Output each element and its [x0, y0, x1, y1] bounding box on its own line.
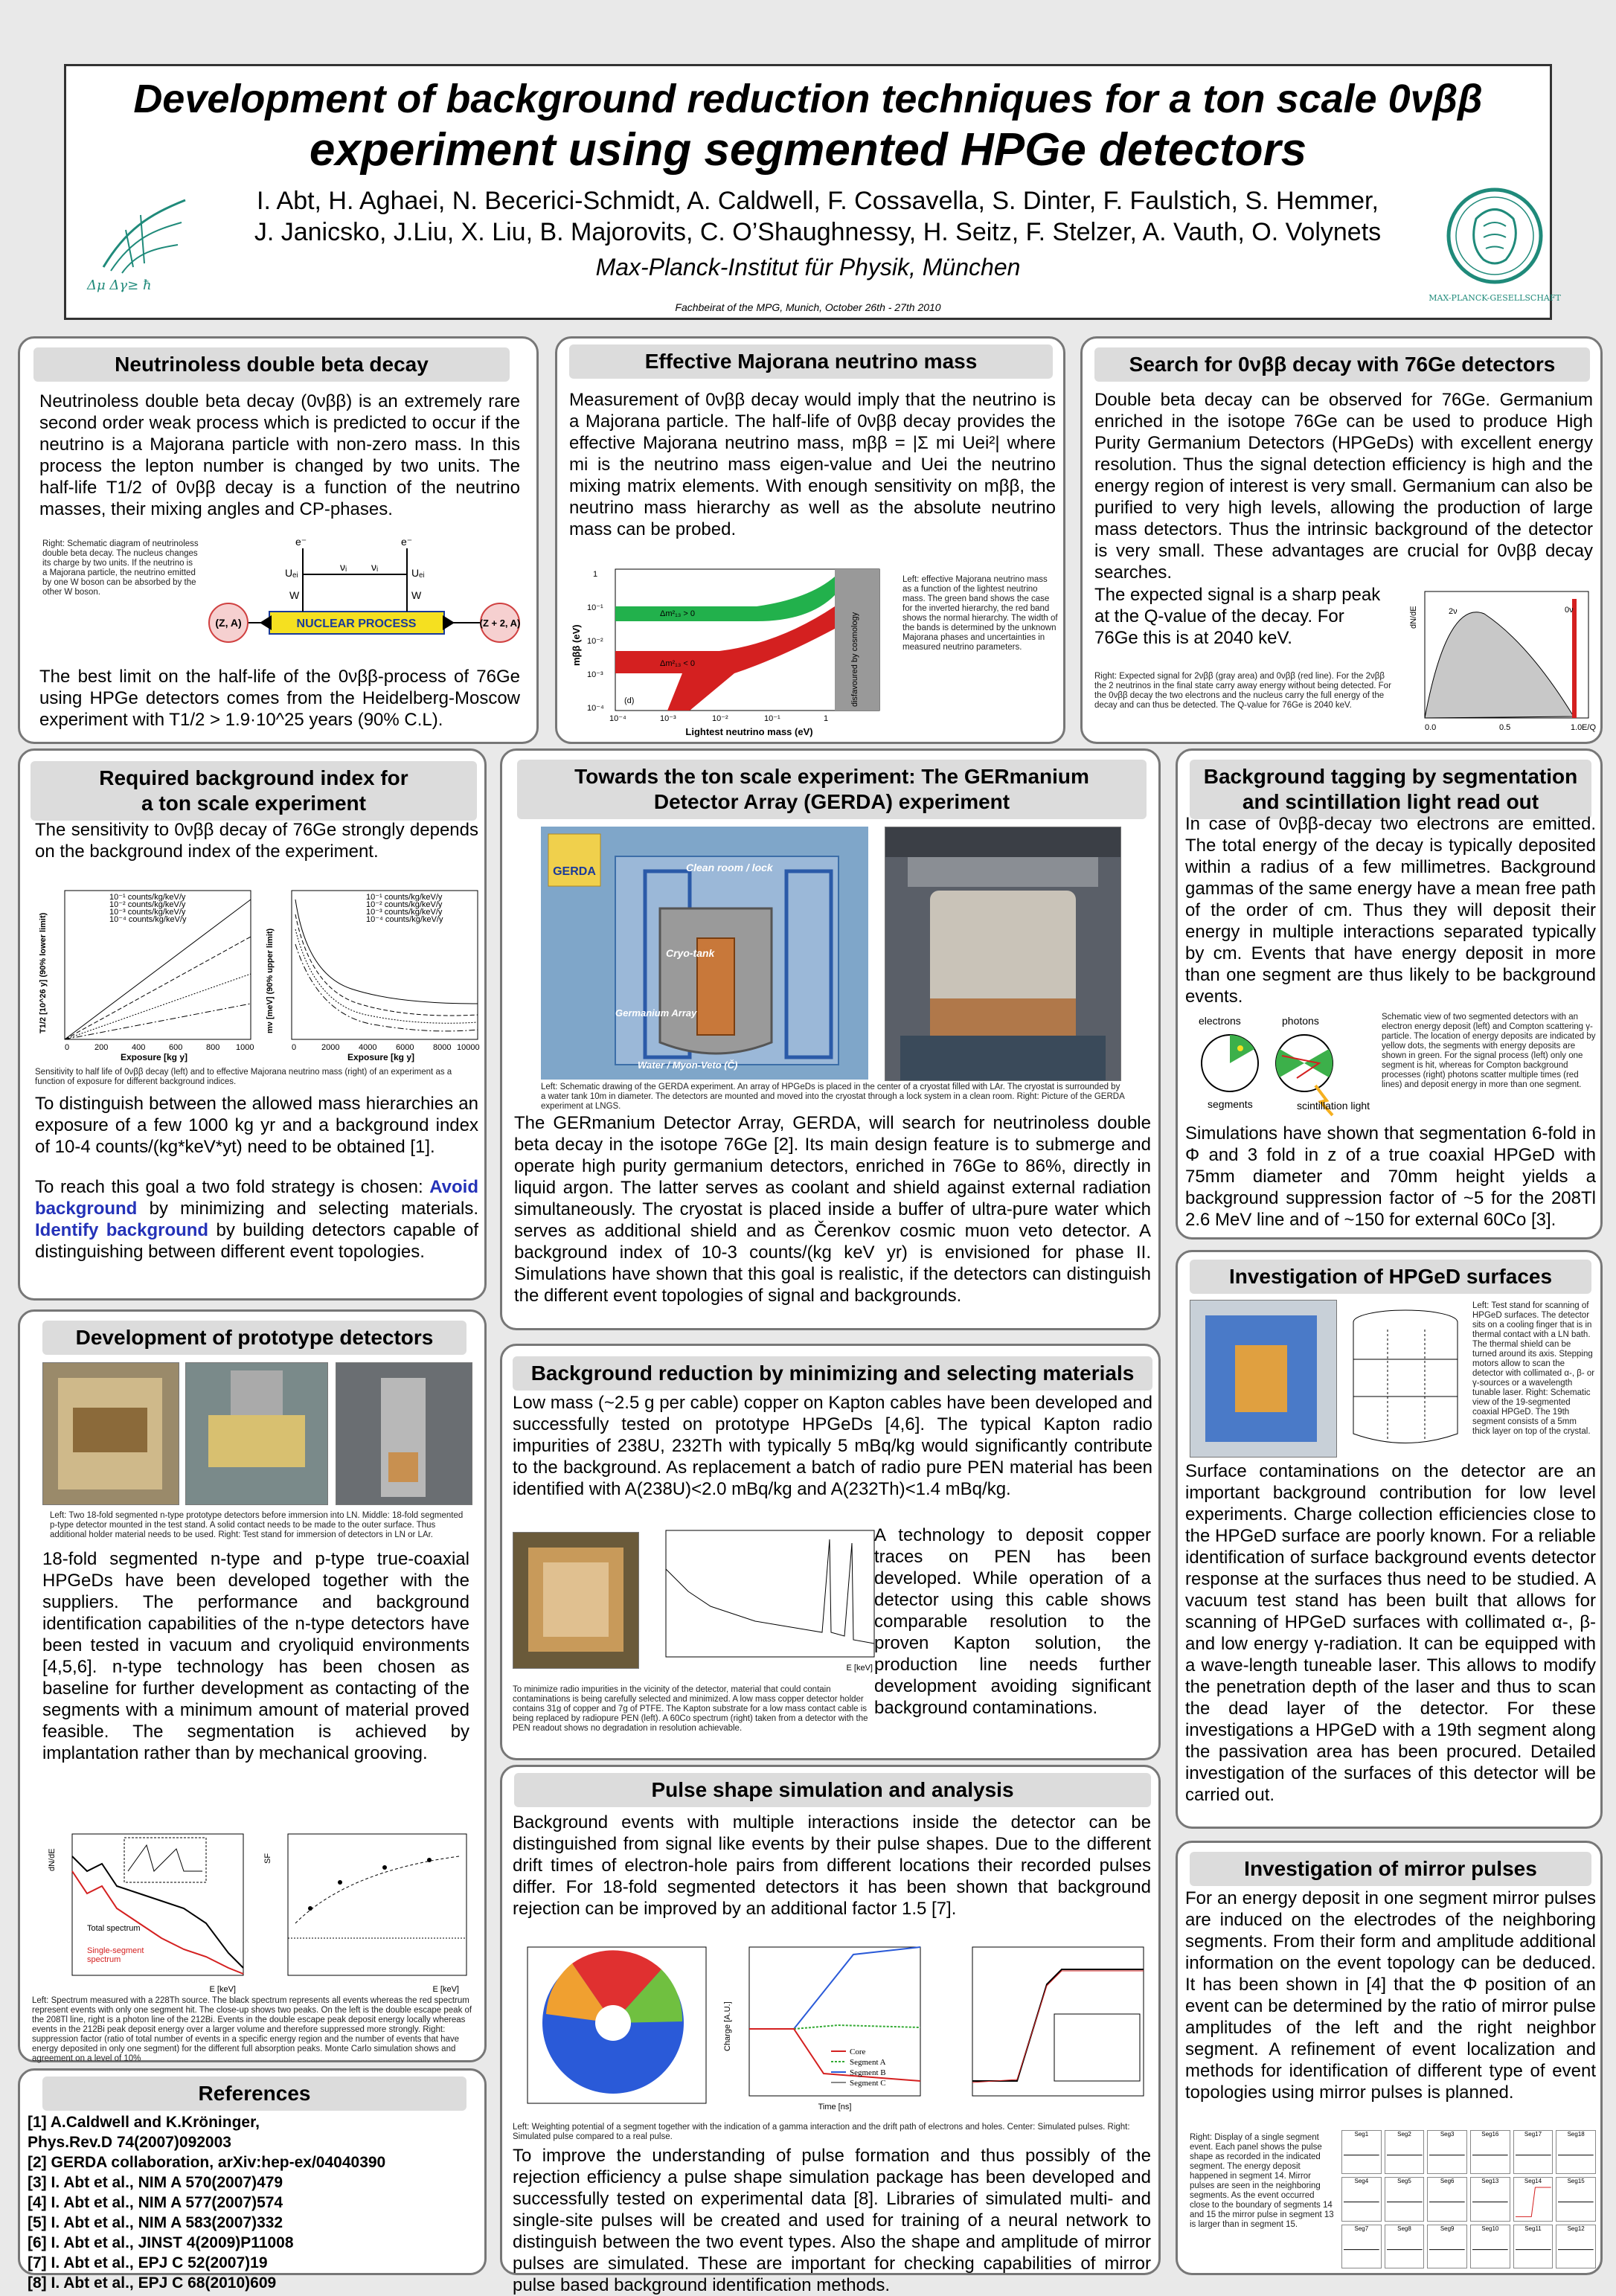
reference-item: Phys.Rev.D 74(2007)092003 — [28, 2134, 231, 2151]
svg-text:1000: 1000 — [236, 1043, 254, 1052]
panel-neutrinoless-double-beta — [18, 336, 539, 744]
panel-title: References — [42, 2077, 466, 2111]
svg-text:800: 800 — [206, 1043, 220, 1052]
segment-label: Seg2 — [1397, 2131, 1411, 2138]
svg-text:Uₑᵢ: Uₑᵢ — [411, 567, 425, 579]
panel-background-index — [18, 748, 487, 1301]
panel-title: Development of prototype detectors — [42, 1321, 466, 1355]
segment-trace — [1556, 2184, 1595, 2219]
expected-signal-plot — [1402, 584, 1596, 740]
strategy-post: by building detectors capable of distinguishing between different event topologies. — [35, 1220, 478, 1262]
segment-label: Seg3 — [1440, 2131, 1455, 2138]
svg-text:10⁻³: 10⁻³ — [660, 714, 676, 723]
label-single-2: spectrum — [87, 1955, 121, 1964]
segment-panel — [1556, 2130, 1596, 2174]
identify-background-highlight: Identify background — [35, 1220, 209, 1240]
band-label-bottom: Δm²₁₃ < 0 — [660, 659, 696, 668]
reference-item: [7] I. Abt et al., EPJ C 52(2007)19 — [28, 2254, 268, 2271]
xlabel: E [keV] — [846, 1664, 873, 1673]
suppression-factor-plot — [258, 1827, 474, 1998]
segment-panel — [1556, 2177, 1596, 2221]
poster-header — [64, 64, 1561, 320]
svg-text:4000: 4000 — [359, 1043, 377, 1052]
segment-trace — [1471, 2184, 1510, 2219]
panel-text: Neutrinoless double beta decay (0νββ) is an extremely rare second order weak process which is predicted to occur if the neutrino is a Majorana particle with non-zero mass. In this process the lepton number is changed by two units. The half-life T1/2 of 0νββ decay is a function of the neutrino masses, their mixing angles and CP-phases. — [39, 391, 520, 519]
segment-label: Seg11 — [1524, 2225, 1542, 2232]
panel-text-2: A technology to deposit copper traces on PEN has been developed. While operation of a detector using this cable shows comparable resolution to the proven Kapton solution, the production line needs further development avoiding significant background contaminations. — [874, 1525, 1151, 1718]
svg-text:10⁻²: 10⁻² — [587, 637, 603, 646]
segment-panel — [1385, 2130, 1425, 2174]
title-line-1: Towards the ton scale experiment: The GERmanium — [574, 765, 1089, 788]
panel-pulse-shape — [500, 1765, 1161, 2295]
label-cryo-tank: Cryo-tank — [666, 947, 715, 959]
gerda-schematic — [541, 827, 868, 1080]
segment-label: Seg4 — [1354, 2178, 1369, 2185]
figure-caption-1: Left: Two 18-fold segmented n-type prototype detectors before immersion into LN. Middle: 18-fold segmented p-type detector mounted in the test stand. A solid contact needs to be made to the outer surface. Thus additional holder material needs to be used. Right: Test stand for immersion of detectors in LN or LAr. — [50, 1511, 464, 1539]
legend-4: 10⁻⁴ counts/kg/keV/y — [366, 915, 443, 924]
strategy-pre: To reach this goal a two fold strategy is chosen: — [35, 1177, 430, 1197]
reference-item: [5] I. Abt et al., NIM A 583(2007)332 — [28, 2214, 283, 2231]
segment-trace — [1385, 2232, 1424, 2267]
photo-n-type-detectors — [42, 1362, 179, 1505]
title-line-2: and scintillation light read out — [1242, 790, 1539, 813]
legend-2: 10⁻² counts/kg/keV/y — [109, 900, 186, 909]
label-clean-room: Clean room / lock — [686, 862, 773, 873]
legend-seg-b: Segment B — [850, 2068, 886, 2077]
svg-text:10⁻³: 10⁻³ — [587, 670, 603, 679]
authors-line-1: I. Abt, H. Aghaei, N. Becerici-Schmidt, A. Caldwell, F. Cossavella, S. Dinter, F. Faulstich, S. Hemmer, — [257, 187, 1379, 215]
majorana-mass-plot — [571, 562, 891, 740]
authors-line-2: J. Janicsko, J.Liu, X. Liu, B. Majorovits, C. O’Shaughnessy, H. Seitz, F. Stelzer, A. Vauth, O. Volynets — [254, 218, 1382, 246]
disfavoured-label: disfavoured by cosmology — [850, 612, 859, 707]
legend-core: Core — [850, 2048, 866, 2056]
weighting-potential-plot — [513, 1940, 714, 2118]
segment-panel — [1385, 2177, 1425, 2221]
svg-text:1: 1 — [593, 570, 598, 579]
svg-text:0: 0 — [292, 1043, 297, 1052]
panel-title: Investigation of HPGeD surfaces — [1190, 1260, 1591, 1294]
svg-text:W: W — [289, 589, 300, 601]
svg-text:νᵢ: νᵢ — [340, 561, 347, 573]
figure-caption: Right: Display of a single segment event. Each panel shows the pulse shape as recorded in the indicated segment. The energy deposit happened in segment 14. Mirror pulses are seen in the neighboring segments. As the event occurred close to the boundary of segments 14 and 15 the mirror pulse in segment 13 is larger than in segment 15. — [1190, 2133, 1334, 2229]
segment-trace — [1556, 2232, 1595, 2267]
institute: Max-Planck-Institut für Physik, München — [595, 254, 1021, 280]
figure-caption: To minimize radio impurities in the vicinity of the detector, material that could contain contaminations is being carefully selected and minimized. A low mass copper detector holder contains 31g of copper and 7g of PTFE. The Kapton substrate for a low mass contact cable is being replaced by radiopure PEN (left). A 60Co spectrum (right) taken from a detector with the PEN readout shows no degradation in resolution achievable. — [513, 1685, 868, 1733]
segment-label: Seg9 — [1440, 2225, 1455, 2232]
svg-text:νᵢ: νᵢ — [371, 561, 379, 573]
reference-list — [28, 2112, 481, 2293]
mpg-logo-icon — [1429, 185, 1561, 312]
svg-text:W: W — [411, 589, 422, 601]
svg-text:600: 600 — [169, 1043, 183, 1052]
segment-label: Seg10 — [1481, 2225, 1499, 2232]
svg-text:6000: 6000 — [396, 1043, 414, 1052]
panel-title — [31, 761, 477, 821]
title-line-1: Background tagging by segmentation — [1203, 765, 1578, 788]
panel-gerda — [500, 748, 1161, 1330]
legend-seg-a: Segment A — [850, 2058, 886, 2067]
legend-4: 10⁻⁴ counts/kg/keV/y — [109, 915, 187, 924]
segment-label: Seg17 — [1524, 2131, 1542, 2138]
tick-0: 0.0 — [1425, 723, 1437, 732]
panel-references — [18, 2068, 487, 2292]
reference-item: [8] I. Abt et al., EPJ C 68(2010)609 — [28, 2274, 277, 2292]
panel-title: Pulse shape simulation and analysis — [514, 1773, 1151, 1807]
segment-trace — [1342, 2138, 1381, 2172]
reference-item: [3] I. Abt et al., NIM A 570(2007)479 — [28, 2174, 283, 2191]
title-line-1: Required background index for — [99, 766, 408, 789]
segment-label: Seg7 — [1354, 2225, 1369, 2232]
reference-item: [2] GERDA collaboration, arXiv:hep-ex/04040390 — [28, 2154, 386, 2171]
label-germanium: Germanium Array — [615, 1007, 697, 1019]
figure-caption-2: Left: Spectrum measured with a 228Th source. The black spectrum represents all events whereas the red spectrum represent events with only one segment hit. The close-up shows two peaks. On the left is the double escape peak of the 208Tl line, right is a photon line of the 212Bi. Events in the double escape peak deposit energy locally whereas events in the 212Bi peak deposit energy over a larger volume and therefore suppressed more strongly. Right: suppression factor (ratio of total number of events in a specific energy region and the number of events that have energy deposited in only one segment) for the different full absorption peaks. Monte Carlo simulation shows and agreement on a level of 10% — [32, 1996, 472, 2063]
co60-spectrum — [644, 1524, 880, 1673]
legend-3: 10⁻³ counts/kg/keV/y — [109, 908, 186, 917]
reference-item: [4] I. Abt et al., NIM A 577(2007)574 — [28, 2194, 283, 2211]
segment-panel — [1341, 2177, 1382, 2221]
panel-text: 18-fold segmented n-type and p-type true-coaxial HPGeDs have been developed together with the suppliers. The performance and background identification capabilities of the n-type detectors have been tested in vacuum and cryoliquid environments [4,5,6]. n-type technology has been chosen as baseline for further development as contacting of the segments with a minimum amount of material proved feasible. The segmentation is achieved by implantation rather than by mechanical grooving. — [42, 1549, 469, 1763]
segment-panel — [1470, 2177, 1510, 2221]
half-life-sensitivity-plot — [35, 885, 255, 1063]
segment-panel — [1470, 2130, 1510, 2174]
xlabel-right: E [keV] — [432, 1985, 459, 1994]
segment-panel — [1385, 2225, 1425, 2268]
panel-text-3 — [35, 1176, 478, 1263]
figure-caption: Right: Expected signal for 2νββ (gray area) and 0νββ (red line). For the 2νββ the 2 neutrinos in the final state carry away energy without being detected. For the 0νββ decay the two electrons and the nucleus carry the full energy of the decay and can thus be detected. The Q-value for 76Ge is 2040 keV. — [1094, 672, 1391, 710]
xlabel: Time [ns] — [818, 2103, 852, 2111]
svg-text:10⁻⁴: 10⁻⁴ — [587, 704, 604, 713]
avoid-background-highlight: Avoid background — [35, 1177, 478, 1219]
za-right-label: (Z + 2, A) — [479, 618, 521, 629]
panel-label-d: (d) — [624, 696, 635, 705]
panel-title: Effective Majorana neutrino mass — [569, 344, 1053, 379]
panel-title — [517, 760, 1147, 819]
xlabel: Exposure [kg y] — [347, 1052, 415, 1062]
svg-text:10⁻¹: 10⁻¹ — [764, 714, 780, 723]
panel-text: Low mass (~2.5 g per cable) copper on Kapton cables have been developed and successfully tested on prototype HPGeDs [4,6]. The typical Kapton radio impurities of 238U, 232Th with typically 5 mBq/kg would significantly contribute to the background. As replacement a batch of radio pure PEN material has been identified with A(238U)<2.0 mBq/kg and A(232Th)<1.4 mBq/kg. — [513, 1393, 1152, 1499]
real-vs-simulated-pulse-plot — [943, 1940, 1152, 2118]
photo-surface-test-stand — [1190, 1300, 1337, 1458]
strategy-mid: by minimizing and selecting materials. — [137, 1199, 478, 1219]
segment-panel — [1513, 2177, 1554, 2221]
panel-title: Neutrinoless double beta decay — [33, 347, 510, 382]
segment-label: Seg14 — [1524, 2178, 1542, 2185]
tick-05: 0.5 — [1499, 723, 1511, 732]
ylabel: dN/dE — [1409, 606, 1418, 629]
svg-text:10000: 10000 — [457, 1043, 480, 1052]
segment-trace — [1385, 2138, 1424, 2172]
panel-mirror-pulses — [1176, 1841, 1603, 2275]
figure-caption: Left: Weighting potential of a segment together with the indication of a gamma interaction and the drift path of electrons and holes. Center: Simulated pulses. Right: Simulated pulse compared to a real pulse. — [513, 2123, 1130, 2141]
plot-xlabel: Lightest neutrino mass (eV) — [685, 726, 813, 737]
figure-caption: Left: Schematic drawing of the GERDA experiment. An array of HPGeDs is placed in the center of a cryostat filled with LAr. The cryostat is surrounded by a water tank 10m in diameter. The detectors are mounted and moved into the cryostat through a lock system in a clean room. Right: Picture of the GERDA experiment at LNGS. — [541, 1083, 1125, 1111]
svg-text:0: 0 — [65, 1043, 70, 1052]
segment-label: Seg6 — [1440, 2178, 1455, 2185]
panel-text: Surface contaminations on the detector are an important background contribution for low level experiments. Charge collection efficiencies close to the HPGeD surface are poorly known. For a reliable identification of surface background events detector response at the surfaces thus need to be studied. A vacuum test stand has been built that allows for scanning of HPGeD surfaces with collimated α-, β- and low energy γ-radiation. It can be equipped with a wave-length tuneable laser. This allows to modify the penetration depth of the laser and thus to scan the dead layer of the detector. For these investigations a HPGeD with a 19th segment along the passivation area has been procured. Detailed investigation of the surfaces of this detector will be carried out. — [1185, 1461, 1596, 1805]
segment-trace — [1428, 2184, 1466, 2219]
segment-panel — [1513, 2130, 1554, 2174]
panel-background-tagging — [1176, 748, 1603, 1240]
segment-label: Seg12 — [1567, 2225, 1585, 2232]
label-0nu: 0ν — [1565, 606, 1574, 615]
za-left-label: (Z, A) — [215, 617, 242, 629]
panel-title: Search for 0νββ decay with 76Ge detectors — [1094, 347, 1590, 382]
segment-label: Seg1 — [1354, 2131, 1369, 2138]
panel-title: Background reduction by minimizing and selecting materials — [513, 1356, 1152, 1391]
reference-item: [6] I. Abt et al., JINST 4(2009)P11008 — [28, 2234, 294, 2251]
plot-ylabel: mββ (eV) — [571, 624, 582, 666]
xlabel-left: E [keV] — [209, 1985, 236, 1994]
band-label-top: Δm²₁₃ > 0 — [660, 609, 696, 618]
segment-label: Seg5 — [1397, 2178, 1411, 2185]
ylabel-left: dN/dE — [48, 1848, 57, 1871]
segment-panel — [1513, 2225, 1554, 2268]
ylabel-right: SF — [263, 1853, 272, 1864]
mirror-pulse-grid — [1341, 2130, 1599, 2271]
photo-pen-cable — [513, 1532, 639, 1669]
segmentation-schematic — [1185, 1011, 1379, 1115]
gerda-logo-text: GERDA — [553, 865, 596, 878]
uncertainty-logo-icon — [81, 185, 193, 297]
legend-3: 10⁻³ counts/kg/keV/y — [366, 908, 443, 917]
segment-trace — [1342, 2184, 1381, 2219]
panel-text-2: To improve the understanding of pulse formation and thus possibly of the rejection efficiency a pulse shape simulation package has been developed and successfully tested on experimental data [8]. Libraries of simulated multi- and single-site pulses will be created and used for training of a neural network to distinguish between the two event types. Also the shape and amplitude of mirror pulses are simulated. These are important for checking capabilities of mirror pulse based background identification methods. — [513, 2146, 1151, 2295]
panel-material-selection — [500, 1344, 1161, 1760]
label-electrons: electrons — [1199, 1015, 1241, 1027]
segment-label: Seg18 — [1567, 2131, 1585, 2138]
svg-text:8000: 8000 — [433, 1043, 452, 1052]
figure-caption: Left: effective Majorana neutrino mass as a function of the lightest neutrino mass. The green band shows the case for the inverted hierarchy, the red band shows the normal hierarchy. The width of the bands is determined by the unknown Majorana phases and uncertainties in measured neutrino parameters. — [902, 575, 1058, 652]
ylabel: mν [meV] (90% upper limit) — [266, 928, 275, 1033]
photo-test-stand — [336, 1362, 472, 1505]
figure-caption: Left: Test stand for scanning of HPGeD surfaces. The detector sits on a cooling finger that is in thermal contact with a LN bath. The thermal shield can be turned around its axis. Stepping motors allow to scan the detector with collimated α-, β- or γ-sources or a wavelength tunable laser. Right: Schematic view of the 19-segmented coaxial HPGeD. The 19th segment consists of a 5mm thick layer on top of the crystal. — [1472, 1301, 1595, 1436]
panel-text-2: To distinguish between the allowed mass hierarchies an exposure of a few 1000 kg yr and a background index of 10-4 counts/(kg*keV*yt) need to be obtained [1]. — [35, 1094, 478, 1157]
mpg-text: MAX-PLANCK-GESELLSCHAFT — [1429, 293, 1561, 303]
figure-caption: Schematic view of two segmented detectors with an electron energy deposit (left) and Compton scattering γ-particle. The location of energy deposits are indicated by yellow dots, the segments with energy deposits are shown in green. For the signal process (left) only one segment is hit, whereas for Compton background processes (right) photons scatter multiple times (red lines) and deposit energy in more than one segment. — [1382, 1013, 1596, 1089]
segment-panel — [1427, 2130, 1467, 2174]
panel-text: Double beta decay can be observed for 76Ge. Germanium enriched in the isotope 76Ge can be used to produce High Purity Germanium Detectors (HPGeDs) with excellent energy resolution. Thus the signal detection efficiency is high and the energy region of interest is very small. Germanium can also be purified to very high levels, allowing the production of large mass detectors. Thus the intrinsic background of the detector is very small. These advantages are crucial for 0νββ decay searches. — [1094, 390, 1593, 583]
photo-p-type-detector — [185, 1362, 328, 1505]
panel-prototype-detectors — [18, 1309, 487, 2062]
legend-seg-c: Segment C — [850, 2079, 886, 2088]
segment-label: Seg13 — [1481, 2178, 1499, 2185]
segmented-detector-schematic — [1343, 1300, 1468, 1456]
panel-text: The GERmanium Detector Array, GERDA, will search for neutrinoless double beta decay in the isotope 76Ge [2]. Its main design feature is to submerge and operate high purity germanium detectors, enriched in 76Ge to 86%, directly in liquid argon. The latter serves as coolant and shield against external radiation simultaneously. The cryostat is placed inside a buffer of ultra-pure water which serves as additional shield and as Čerenkov cosmic muon veto detector. A background index of 10-3 counts/(kg keV yr) is envisioned for phase II. Simulations have shown that this goal is realistic, if the detectors can distinguish the different event topologies of signal and backgrounds. — [514, 1113, 1151, 1306]
svg-text:200: 200 — [94, 1043, 109, 1052]
title-line-2: experiment using segmented HPGe detectors — [309, 124, 1307, 176]
fachbeirat-line: Fachbeirat of the MPG, Munich, October 26th - 27th 2010 — [675, 301, 941, 313]
ylabel: T1/2 [10^26 y] (90% lower limit) — [39, 912, 48, 1033]
label-segments: segments — [1208, 1098, 1253, 1110]
panel-title: Investigation of mirror pulses — [1190, 1852, 1591, 1886]
spectrum-plot — [42, 1827, 251, 1998]
segment-label: Seg16 — [1481, 2131, 1499, 2138]
author-list — [200, 185, 1435, 248]
reference-item: [1] A.Caldwell and K.Kröninger, — [28, 2114, 260, 2131]
label-water: Water / Myon-Veto (Č) — [638, 1059, 738, 1071]
label-single-1: Single-segment — [87, 1946, 144, 1955]
legend-1: 10⁻¹ counts/kg/keV/y — [366, 893, 443, 902]
figure-caption: Right: Schematic diagram of neutrinoless double beta decay. The nucleus changes its charge by two units. If the neutrino is a Majorana particle, the neutrino emitted by one W boson can be absorbed by the other W boson. — [42, 539, 199, 597]
panel-text-2: The best limit on the half-life of the 0νββ-process of 76Ge using HPGe detectors comes from the Heidelberg-Moscow experiment with T1/2 > 1.9·10^25 years (90% C.L). — [39, 667, 520, 730]
svg-text:Uₑᵢ: Uₑᵢ — [285, 567, 298, 579]
title-line-2: a ton scale experiment — [141, 792, 366, 815]
legend-1: 10⁻¹ counts/kg/keV/y — [109, 893, 186, 902]
segment-panel — [1470, 2225, 1510, 2268]
panel-text: Background events with multiple interactions inside the detector can be distinguished from signal like events by their pulse shapes. Due to the different drift times of electron-hole pairs from different locations their recorded pulses differ. For 18-fold segmented detectors it has been shown that background rejection can be improved by an additional factor 1.5 [7]. — [513, 1812, 1151, 1919]
panel-ge-detectors — [1080, 336, 1603, 744]
svg-text:2000: 2000 — [321, 1043, 340, 1052]
title-line-1: Development of background reduction techniques for a ton scale 0νββ — [133, 77, 1483, 121]
panel-text: The sensitivity to 0νββ decay of 76Ge strongly depends on the background index of the experiment. — [35, 820, 478, 862]
segment-trace — [1514, 2232, 1553, 2267]
svg-text:1: 1 — [824, 714, 829, 723]
svg-text:400: 400 — [132, 1043, 146, 1052]
label-scintillation: scintillation light — [1297, 1100, 1370, 1112]
segment-trace — [1471, 2232, 1510, 2267]
segment-panel — [1341, 2225, 1382, 2268]
nuclear-process-label: NUCLEAR PROCESS — [296, 618, 417, 630]
svg-text:10⁻²: 10⁻² — [712, 714, 728, 723]
figure-caption: Sensitivity to half life of 0νββ decay (left) and to effective Majorana neutrino mass (right) of an experiment as a function of exposure for different background indices. — [35, 1068, 452, 1086]
segment-label: Seg8 — [1397, 2225, 1411, 2232]
segment-panel — [1427, 2225, 1467, 2268]
svg-text:10⁻⁴: 10⁻⁴ — [609, 714, 626, 723]
segment-trace — [1385, 2184, 1424, 2219]
segment-trace — [1556, 2138, 1595, 2172]
label-2nu: 2ν — [1449, 607, 1458, 616]
panel-text: For an energy deposit in one segment mirror pulses are induced on the electrodes of the neighboring segments. From their form and amplitude additional information on the event topology can be deduced. It has been shown in [4] that the Φ position of an event can be determined by the ratio of mirror pulse amplitudes of the left and the right neighbor segment. A refinement of event localization and methods for identification of different type of event topologies using mirror pulses is planned. — [1185, 1888, 1596, 2103]
feynman-diagram — [206, 533, 519, 660]
segment-trace — [1428, 2232, 1466, 2267]
svg-text:e⁻: e⁻ — [295, 536, 307, 548]
panel-title — [1190, 760, 1591, 819]
tick-1: 1.0 — [1571, 723, 1583, 732]
svg-text:e⁻: e⁻ — [401, 536, 413, 548]
legend-2: 10⁻² counts/kg/keV/y — [366, 900, 443, 909]
segment-panel — [1556, 2225, 1596, 2268]
xlabel: Exposure [kg y] — [120, 1052, 188, 1062]
panel-text: In case of 0νββ-decay two electrons are emitted. The total energy of the decay is typically deposited within a radius of a few millimetres. Background gammas of the same energy have a mean free path of the order of cm. Thus they will deposit their energy in multiple interactions separated typically by cm. Events that have energy deposit in more than one segment are thus likely to be background events. — [1185, 814, 1596, 1007]
segment-trace — [1428, 2138, 1466, 2172]
mass-sensitivity-plot — [262, 885, 482, 1063]
logo-text: Δμ Δγ≥ ħ — [87, 278, 152, 293]
title-line-2: Detector Array (GERDA) experiment — [653, 790, 1010, 813]
ylabel: Charge [A.U.] — [723, 2001, 732, 2051]
segment-panel — [1427, 2177, 1467, 2221]
segment-trace — [1514, 2138, 1553, 2172]
panel-hpged-surfaces — [1176, 1250, 1603, 1829]
segment-panel — [1341, 2130, 1382, 2174]
segment-trace — [1471, 2138, 1510, 2172]
label-total: Total spectrum — [87, 1924, 141, 1933]
simulated-pulses-plot — [719, 1940, 928, 2118]
panel-majorana-mass — [555, 336, 1065, 744]
panel-text-2: The expected signal is a sharp peak at the Q-value of the decay. For 76Ge this is at 2040 keV. — [1094, 585, 1381, 648]
segment-label: Seg15 — [1567, 2178, 1585, 2185]
segment-trace — [1514, 2184, 1553, 2219]
gerda-photo — [885, 827, 1121, 1081]
panel-text: Measurement of 0νββ decay would imply that the neutrino is a Majorana particle. The half-life of 0νββ decay provides the effective Majorana neutrino mass, mββ = |Σ mi Uei²| where mi is the neutrino mass eigen-value and Uei the neutrino mixing matrix elements. With enough sensitivity on mββ, the neutrino mass hierarchy as well as the absolute neutrino mass can be probed. — [569, 390, 1056, 539]
panel-text-2: Simulations have shown that segmentation 6-fold in Φ and 3 fold in z of a true coaxial HPGeD with 75mm diameter and 70mm height yields a background suppression factor of ~5 for the 208Tl 2.6 MeV line and of ~150 for external 60Co [3]. — [1185, 1123, 1596, 1230]
segment-trace — [1342, 2232, 1381, 2267]
svg-text:10⁻¹: 10⁻¹ — [587, 603, 603, 612]
label-photons: photons — [1282, 1015, 1319, 1027]
xlabel: E/Q — [1582, 723, 1596, 732]
